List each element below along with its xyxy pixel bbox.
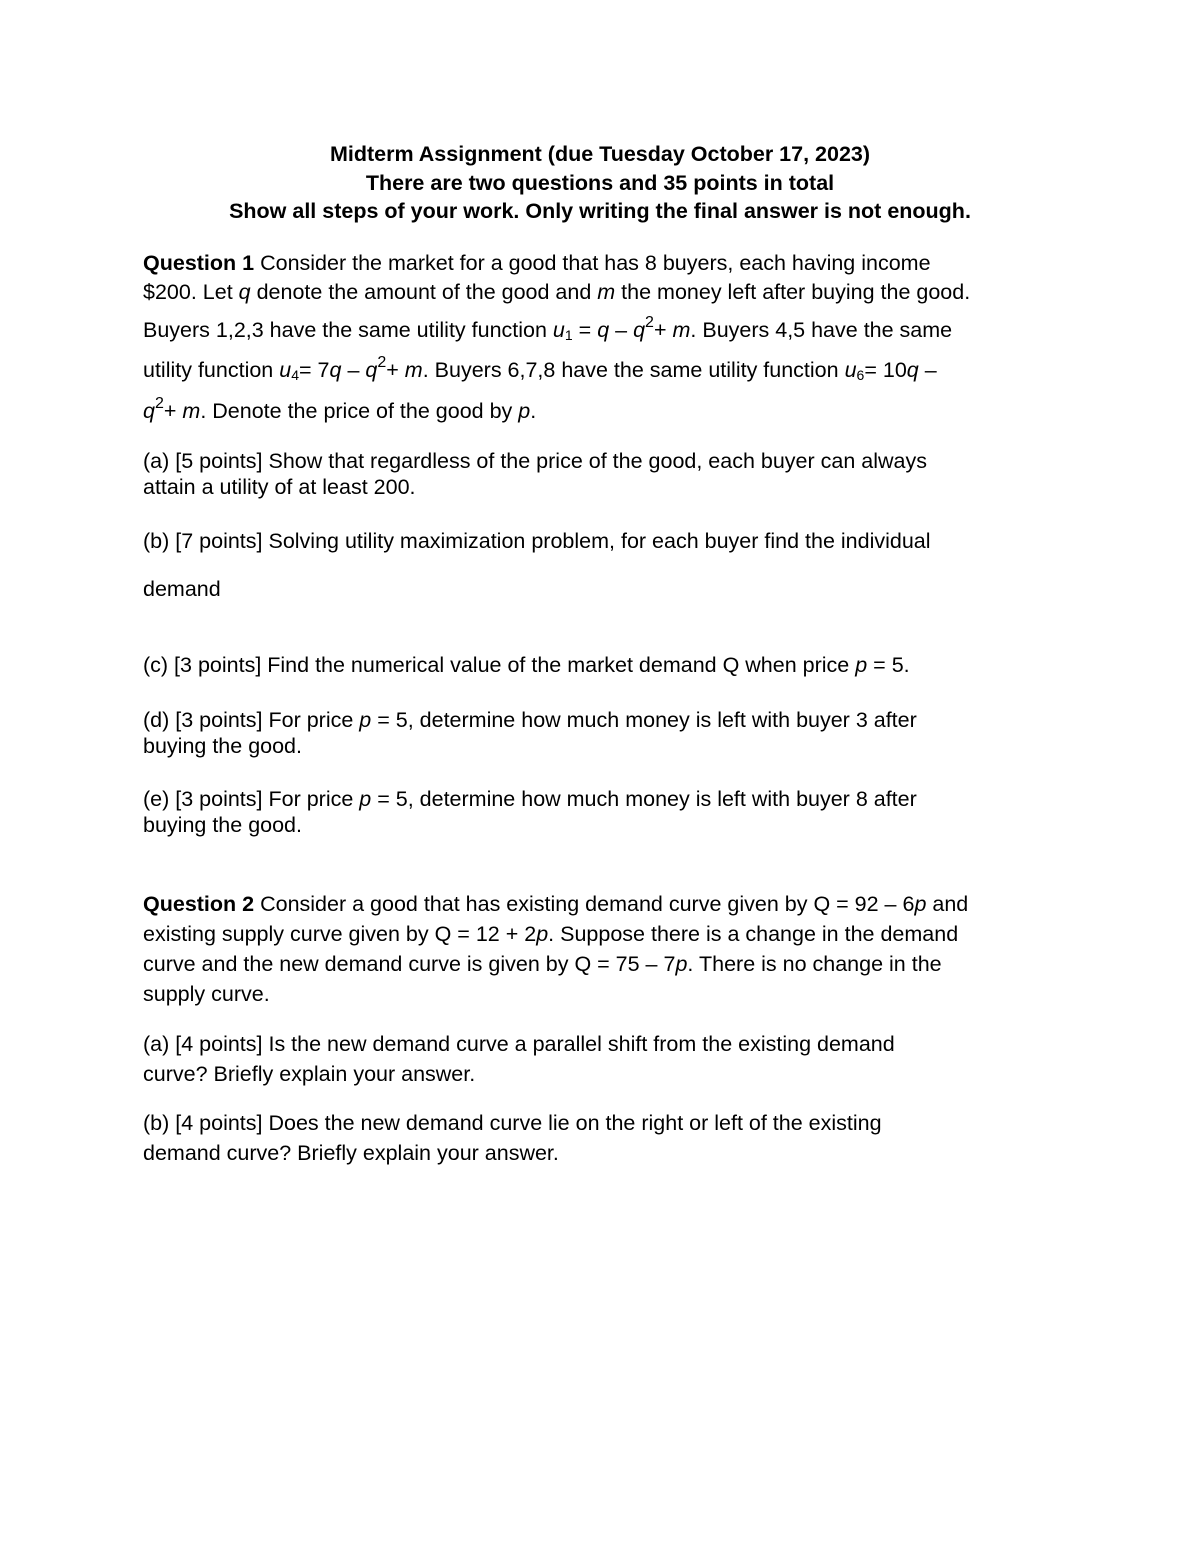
q2a-line-2: curve? Briefly explain your answer. bbox=[143, 1062, 476, 1086]
q2-line-2: existing supply curve given by Q = 12 + 2p. Suppose there is a change in the demand bbox=[143, 922, 959, 946]
q1b-line-1: (b) [7 points] Solving utility maximization problem, for each buyer find the individual bbox=[143, 529, 931, 553]
q1-line-5: $q^2+ m$. Denote the price of the good by p. bbox=[143, 395, 537, 423]
page-subtitle: There are two questions and 35 points in total bbox=[365, 171, 835, 195]
q1a-line-2: attain a utility of at least 200. bbox=[143, 475, 416, 499]
q2b-line-1: (b) [4 points] Does the new demand curve lie on the right or left of the existing bbox=[143, 1111, 882, 1135]
q1d-line-1: (d) [3 points] For price p = 5, determine how much money is left with buyer 3 after bbox=[143, 708, 917, 732]
q1-line-1: Question 1 Consider the market for a good that has 8 buyers, each having income bbox=[143, 251, 931, 275]
q2b-line-2: demand curve? Briefly explain your answer. bbox=[143, 1141, 559, 1165]
page-title: Midterm Assignment (due Tuesday October 17, 2023) bbox=[329, 142, 871, 166]
q2-line-4: supply curve. bbox=[143, 982, 270, 1006]
q1-line-4: utility function $u_4= 7q - q^2+ m$. Buyers 6,7,8 have the same utility function $u_6= 10q$ – bbox=[143, 354, 937, 383]
q1b-line-2: demand bbox=[143, 577, 221, 601]
q1e-line-1: (e) [3 points] For price p = 5, determine how much money is left with buyer 8 after bbox=[143, 787, 917, 811]
q1d-line-2: buying the good. bbox=[143, 734, 302, 758]
q1-line-2: $200. Let q denote the amount of the good and m the money left after buying the good. bbox=[143, 280, 971, 304]
q1-line-3: Buyers 1,2,3 have the same utility function $u_1 = q - q^2+ m$. Buyers 4,5 have the same bbox=[143, 314, 953, 343]
q2a-line-1: (a) [4 points] Is the new demand curve a parallel shift from the existing demand bbox=[143, 1032, 895, 1056]
q1e-line-2: buying the good. bbox=[143, 813, 302, 837]
q1a-line-1: (a) [5 points] Show that regardless of the price of the good, each buyer can always bbox=[143, 449, 928, 473]
q2-line-1: Question 2 Consider a good that has existing demand curve given by Q = 92 – 6p and bbox=[143, 892, 969, 916]
q1-label: Question 1 bbox=[143, 251, 255, 275]
q2-line-3: curve and the new demand curve is given by Q = 75 – 7p. There is no change in the bbox=[143, 952, 942, 976]
page-instruction: Show all steps of your work. Only writing the final answer is not enough. bbox=[229, 199, 971, 223]
q1c-line: (c) [3 points] Find the numerical value of the market demand Q when price p = 5. bbox=[143, 653, 910, 677]
q2-label: Question 2 bbox=[143, 892, 255, 916]
